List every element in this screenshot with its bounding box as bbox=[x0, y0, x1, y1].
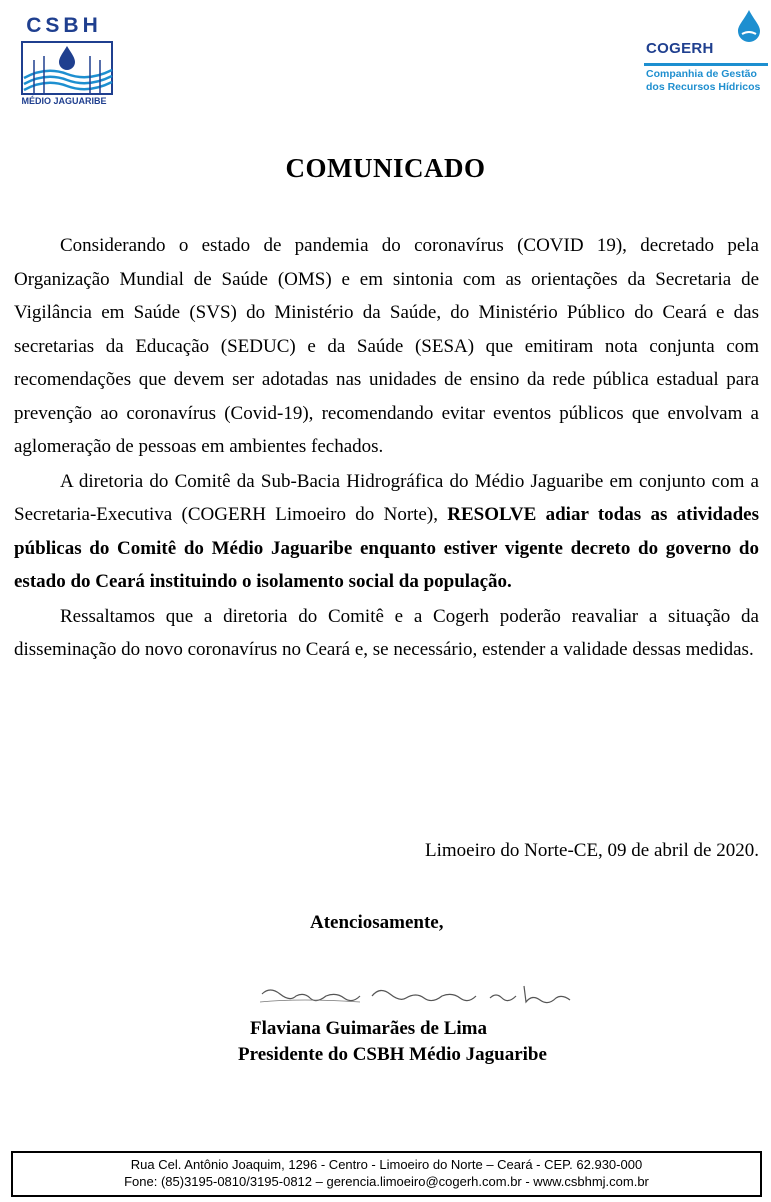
document-title: COMUNICADO bbox=[285, 153, 486, 183]
csbh-logo-title: CSBH bbox=[26, 14, 102, 37]
csbh-logo-subtitle: MÉDIO JAGUARIBE bbox=[21, 96, 107, 106]
handwritten-signature bbox=[240, 972, 590, 1018]
footer-contact: Fone: (85)3195-0810/3195-0812 – gerencia.limoeiro@cogerh.com.br - www.csbhmj.com.br bbox=[124, 1174, 649, 1189]
signer-role: Presidente do CSBH Médio Jaguaribe bbox=[238, 1044, 547, 1065]
paragraph-2-text: A diretoria do Comitê da Sub-Bacia Hidrográfica do Médio Jaguaribe em conjunto com a Secretaria-Executiva (COGERH Limoeiro do Norte), bbox=[14, 470, 759, 525]
paragraph-1: Considerando o estado de pandemia do coronavírus (COVID 19), decretado pela Organização Mundial de Saúde (OMS) e em sintonia com as orientações da Secretaria de Vigilância em Saúde (SVS) do Ministério da Saúde, do Ministério Público do Ceará e das secretarias da Educação (SEDUC) e da Saúde (SESA) que emitiram nota conjunta com recomendações que devem ser adotadas nas unidades de ensino da rede pública estadual para prevenção ao coronavírus (Covid-19), recomendando evitar eventos públicos que envolvam a aglomeração de pessoas em ambientes fechados. bbox=[14, 235, 759, 457]
cogerh-logo-subtitle-line2: dos Recursos Hídricos bbox=[646, 81, 761, 93]
cogerh-logo bbox=[640, 8, 770, 104]
cogerh-logo-divider bbox=[644, 63, 768, 66]
signature bbox=[240, 972, 590, 1018]
document-body bbox=[14, 229, 759, 668]
cogerh-logo-subtitle-line1: Companhia de Gestão bbox=[646, 68, 757, 80]
csbh-logo bbox=[14, 10, 122, 110]
closing: Atenciosamente, bbox=[310, 912, 444, 933]
cogerh-logo-subtitle bbox=[646, 68, 771, 94]
footer-address: Rua Cel. Antônio Joaquim, 1296 - Centro - Limoeiro do Norte – Ceará - CEP. 62.930-000 bbox=[130, 1157, 643, 1172]
place-date: Limoeiro do Norte-CE, 09 de abril de 2020. bbox=[424, 840, 759, 861]
signer-name: Flaviana Guimarães de Lima bbox=[250, 1018, 487, 1039]
cogerh-drop-icon bbox=[732, 8, 766, 42]
water-drop-basin-icon bbox=[20, 40, 116, 96]
cogerh-logo-name: COGERH bbox=[646, 40, 714, 57]
paragraph-3: Ressaltamos que a diretoria do Comitê e a Cogerh poderão reavaliar a situação da disseminação do novo coronavírus no Ceará e, se necessário, estender a validade dessas medidas. bbox=[14, 605, 759, 660]
paragraph-2 bbox=[14, 465, 759, 599]
footer-box bbox=[11, 1151, 762, 1197]
paragraph-2-resolution: RESOLVE adiar todas as atividades públicas do Comitê do Médio Jaguaribe enquanto estiver vigente decreto do governo do estado do Ceará instituindo o isolamento social da população. bbox=[14, 504, 759, 592]
